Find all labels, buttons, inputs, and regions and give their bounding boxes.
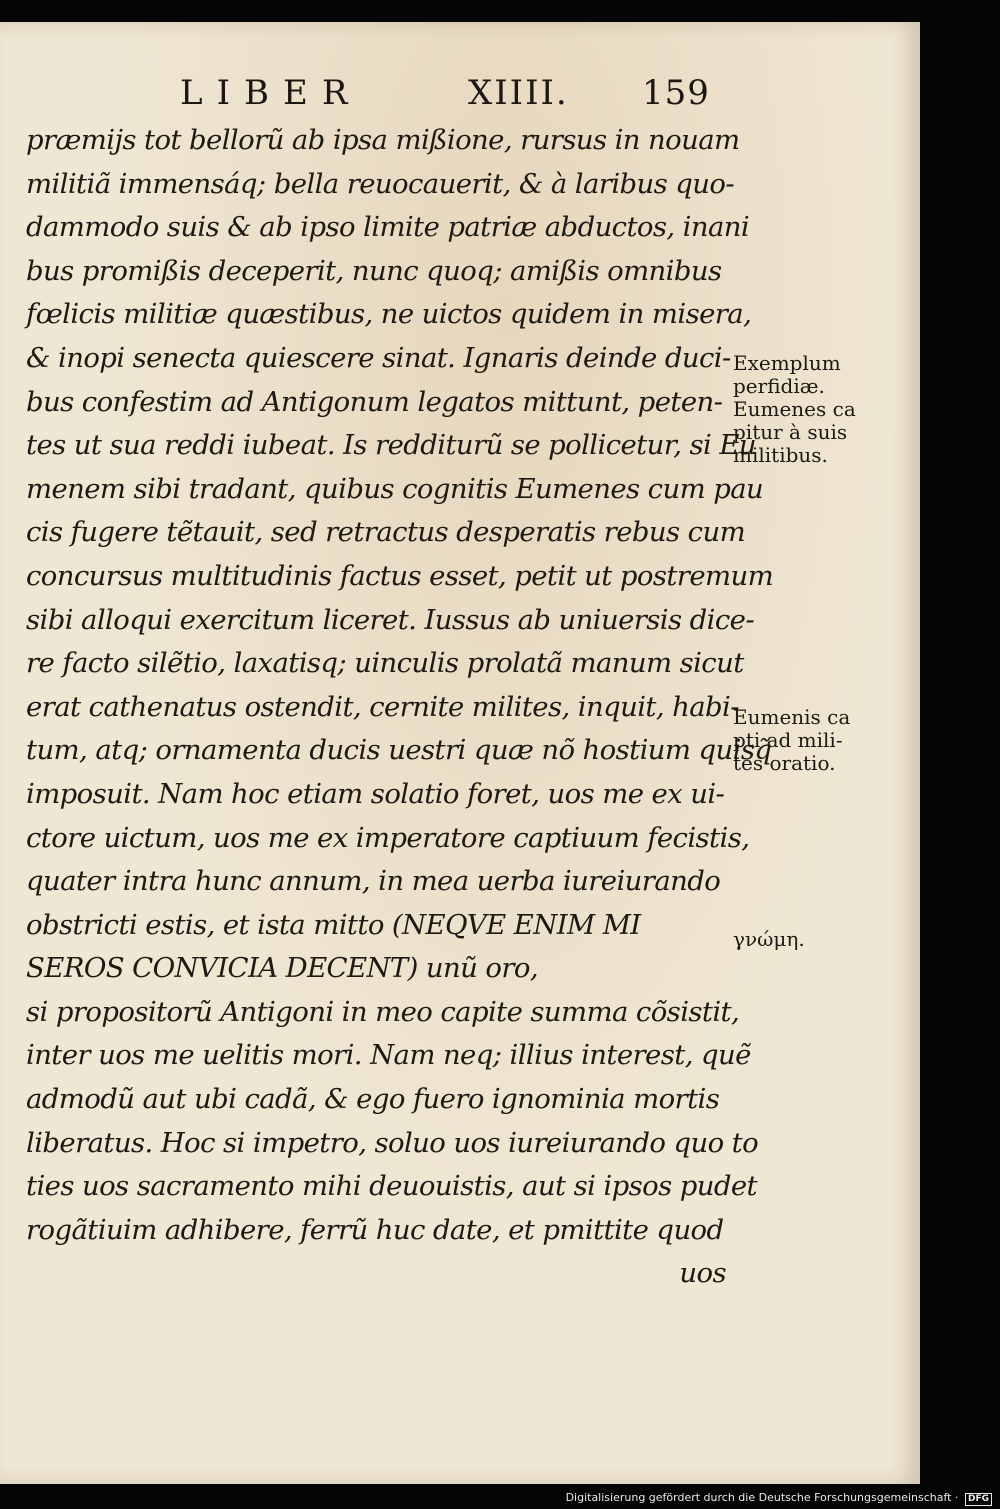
folio-number: 159 <box>642 73 710 113</box>
text-line: liberatus. Hoc si impetro, soluo uos iureiurando quo to <box>26 1126 759 1159</box>
marginal-note-gnome <box>733 928 913 951</box>
marginal-note-line: militibus. <box>733 443 828 467</box>
text-line: præmijs tot bellorũ ab ipsa mißione, rursus in nouam <box>26 124 740 156</box>
running-head-book-number: XIIII. <box>468 73 569 113</box>
credit-text: Digitalisierung gefördert durch die Deutsche Forschungsgemeinschaft · <box>565 1491 959 1504</box>
text-line: erat cathenatus ostendit, cernite milites, inquit, habi- <box>26 690 739 723</box>
marginal-note-exemplum-perfidiae <box>733 352 913 467</box>
text-line: rogãtiuim adhibere, ferrũ huc date, et pmittite quod <box>26 1213 724 1246</box>
marginal-note-line: Eumenes ca <box>733 397 856 421</box>
text-line: dammodo suis & ab ipso limite patriæ abductos, inani <box>26 211 750 244</box>
text-line: cis fugere tẽtauit, sed retractus desperatis rebus cum <box>26 516 746 549</box>
digitization-credit <box>566 1491 992 1506</box>
text-line: tes ut sua reddi iubeat. Is redditurũ se pollicetur, si Eu <box>26 429 756 462</box>
text-line: bus confestim ad Antigonum legatos mittunt, peten- <box>26 385 723 418</box>
text-line: ties uos sacramento mihi deuouistis, aut si ipsos pudet <box>26 1170 757 1203</box>
text-line: bus promißis deceperit, nunc quoq; amißis omnibus <box>26 254 722 287</box>
text-line: fœlicis militiæ quæstibus, ne uictos quidem in misera, <box>26 298 752 331</box>
dfg-logo: DFG <box>965 1493 992 1506</box>
text-line: menem sibi tradant, quibus cognitis Eumenes cum pau <box>26 472 764 505</box>
text-line: admodũ aut ubi cadã, & ego fuero ignominia mortis <box>26 1083 720 1116</box>
text-line: quater intra hunc annum, in mea uerba iureiurando <box>26 865 721 898</box>
catchword: uos <box>679 1257 726 1290</box>
text-line: re facto silẽtio, laxatisq; uinculis prolatã manum sicut <box>26 647 744 680</box>
text-line: sibi alloqui exercitum liceret. Iussus ab uniuersis dice- <box>26 603 755 636</box>
marginal-note-line: γνώμη. <box>733 927 805 951</box>
text-line: & inopi senecta quiescere sinat. Ignaris deinde duci- <box>26 341 731 374</box>
text-line: concursus multitudinis factus esset, petit ut postremum <box>26 559 774 592</box>
text-line: tum, atq; ornamenta ducis uestri quæ nõ hostium quisq̃ <box>26 734 772 767</box>
text-line: militiã immensáq; bella reuocauerit, & à laribus quo- <box>26 167 735 200</box>
marginal-note-line: Eumenis ca <box>733 705 851 729</box>
marginal-note-line: Exemplum <box>733 351 841 375</box>
text-line: obstricti estis, et ista mitto (NEQVE ENIM MI <box>26 908 641 941</box>
running-head-liber: LIBER <box>180 73 362 113</box>
marginal-note-eumenis-oratio <box>733 706 913 775</box>
running-head <box>180 68 710 118</box>
marginal-note-line: pitur à suis <box>733 420 848 444</box>
text-line: si propositorũ Antigoni in meo capite summa cõsistit, <box>26 995 740 1028</box>
text-line: ctore uictum, uos me ex imperatore captiuum fecistis, <box>26 821 750 854</box>
text-line: imposuit. Nam hoc etiam solatio foret, uos me ex ui- <box>26 777 725 810</box>
text-line: SEROS CONVICIA DECENT) unũ oro, <box>26 952 539 985</box>
marginal-note-line: tes oratio. <box>733 751 836 775</box>
marginal-note-line: perfidiæ. <box>733 374 825 398</box>
marginal-note-line: pti ad mili- <box>733 728 843 752</box>
text-line: inter uos me uelitis mori. Nam neq; illius interest, quẽ <box>26 1039 751 1072</box>
